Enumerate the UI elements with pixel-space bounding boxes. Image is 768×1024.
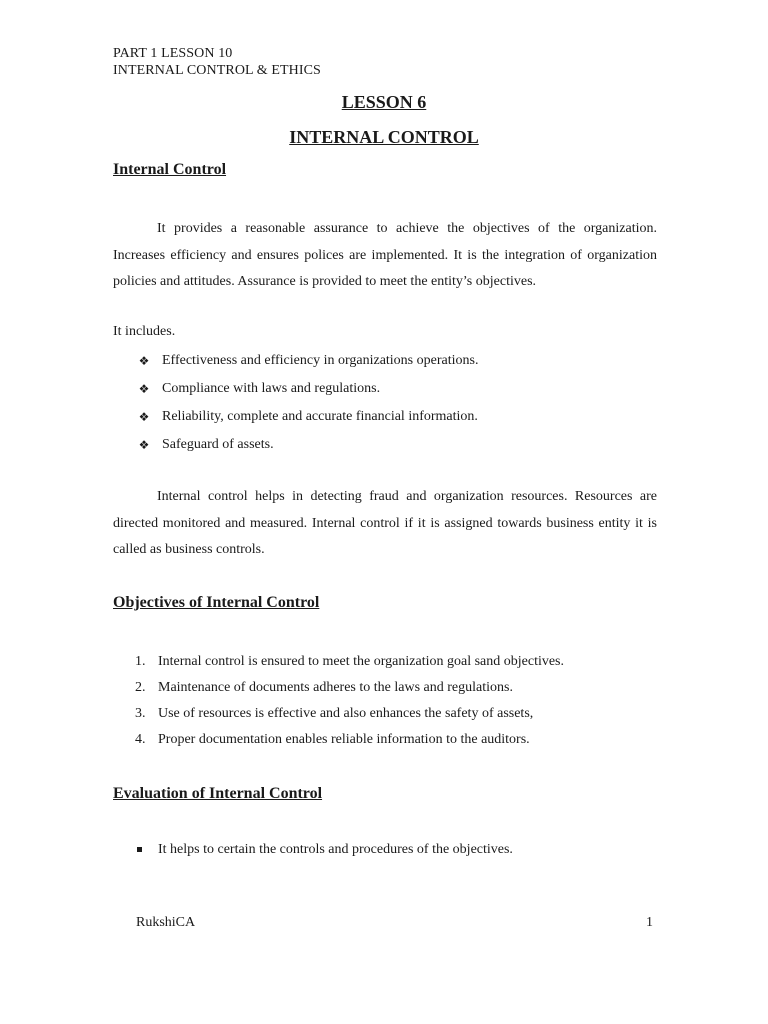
section-heading-evaluation: Evaluation of Internal Control xyxy=(113,785,323,802)
list-item-text: Proper documentation enables reliable information to the auditors. xyxy=(158,732,530,747)
lesson-title: LESSON 6 xyxy=(341,92,427,112)
header-line-1: PART 1 LESSON 10 xyxy=(113,46,233,61)
list-item-text: Compliance with laws and regulations. xyxy=(162,381,381,396)
closing-paragraph-text: Internal control helps in detecting fraud and organization resources. Resources are directed monitored and measured. Internal control if it is assigned towards business entity it is called as business controls. xyxy=(113,489,657,557)
list-item-text: Reliability, complete and accurate financial information. xyxy=(162,409,478,424)
list-item-number: 4. xyxy=(135,732,146,747)
diamond-bullet-icon: ❖ xyxy=(138,382,150,396)
footer-author: RukshiCA xyxy=(136,915,196,930)
list-item-text: Safeguard of assets. xyxy=(162,437,274,452)
diamond-bullet-icon: ❖ xyxy=(138,354,150,368)
intro-paragraph-text: It provides a reasonable assurance to achieve the objectives of the organization. Increases efficiency and ensures polices are implemented. It is the integration of organization policies and attitudes. Assurance is provided to meet the entity’s objectives. xyxy=(113,221,657,289)
list-item-number: 1. xyxy=(135,654,146,669)
square-bullet-icon xyxy=(137,847,142,852)
page-header xyxy=(113,45,321,79)
list-item-text: Internal control is ensured to meet the organization goal sand objectives. xyxy=(158,654,565,669)
list-item-text: Effectiveness and efficiency in organizations operations. xyxy=(162,353,479,368)
closing-paragraph xyxy=(113,484,657,564)
includes-label: It includes. xyxy=(113,324,176,339)
list-item-text: Use of resources is effective and also enhances the safety of assets, xyxy=(158,706,534,721)
main-title: INTERNAL CONTROL xyxy=(289,127,479,147)
diamond-bullet-icon: ❖ xyxy=(138,438,150,452)
section-heading-objectives: Objectives of Internal Control xyxy=(113,594,320,611)
section-heading-internal-control: Internal Control xyxy=(113,161,227,178)
header-line-2: INTERNAL CONTROL & ETHICS xyxy=(113,63,321,78)
intro-paragraph xyxy=(113,216,657,296)
list-item-text: Maintenance of documents adheres to the laws and regulations. xyxy=(158,680,513,695)
list-item-number: 2. xyxy=(135,680,146,695)
diamond-bullet-icon: ❖ xyxy=(138,410,150,424)
page-number: 1 xyxy=(646,915,653,930)
list-item-text: It helps to certain the controls and procedures of the objectives. xyxy=(158,842,513,857)
list-item-number: 3. xyxy=(135,706,146,721)
